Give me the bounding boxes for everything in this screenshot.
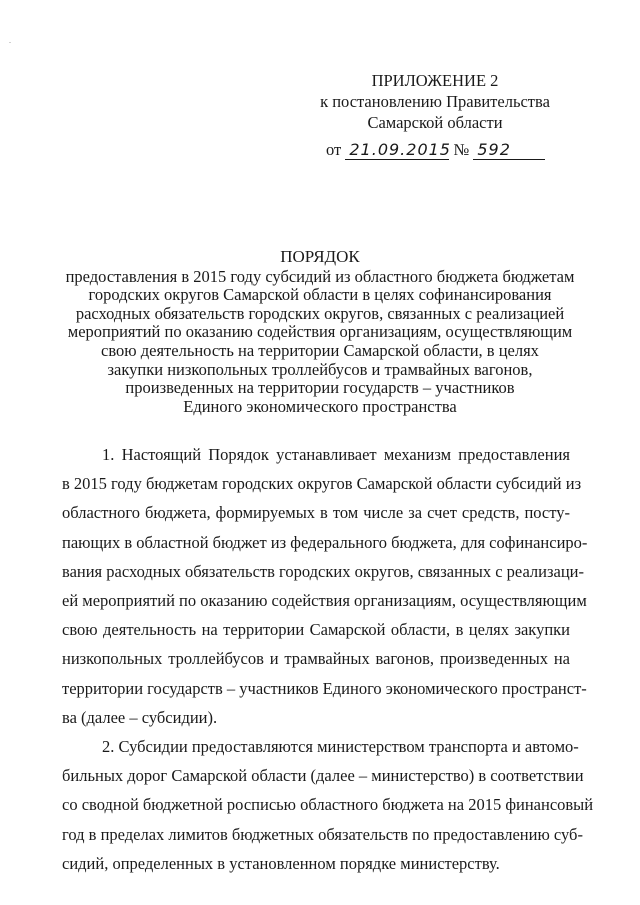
text-line: сидий, определенных в установленном порядке министерству. xyxy=(62,853,500,873)
text-line: в 2015 году бюджетам городских округов Самарской области субсидий из xyxy=(62,474,582,494)
margin-mark: . xyxy=(9,36,11,45)
text-line: территории государств – участников Единого экономического пространст- xyxy=(62,678,587,698)
text-line: областного бюджета, формируемых в том числе за счет средств, посту- xyxy=(62,503,570,523)
text-line: 1. Настоящий Порядок устанавливает механизм предоставления xyxy=(102,445,570,464)
appendix-resolution: к постановлению Правительства xyxy=(320,92,550,111)
resolution-reference xyxy=(326,140,556,160)
paragraph-1 xyxy=(62,440,588,732)
title-line: произведенных на территории государств – участников xyxy=(125,378,515,398)
text-line: 2. Субсидии предоставляются министерством транспорта и автомо- xyxy=(102,737,579,757)
document-title xyxy=(60,248,580,416)
title-line: городских округов Самарской области в целях софинансирования xyxy=(88,285,552,305)
appendix-title: ПРИЛОЖЕНИЕ 2 xyxy=(371,71,499,90)
number-label: № xyxy=(453,140,470,159)
text-line: свою деятельность на территории Самарской области, в целях закупки xyxy=(62,620,570,640)
title-line: закупки низкопольных троллейбусов и трамвайных вагонов, xyxy=(107,359,533,379)
appendix-region: Самарской области xyxy=(367,113,503,132)
title-heading: ПОРЯДОК xyxy=(280,247,360,266)
text-line: вания расходных обязательств городских округов, связанных с реализаци- xyxy=(62,561,584,581)
text-line: ва (далее – субсидии). xyxy=(62,707,218,727)
title-line: предоставления в 2015 году субсидий из областного бюджета бюджетам xyxy=(65,266,575,286)
text-line: бильных дорог Самарской области (далее – министерство) в соответствии xyxy=(62,766,584,786)
title-line: свою деятельность на территории Самарской области, в целях xyxy=(101,340,539,360)
title-line: Единого экономического пространства xyxy=(183,396,457,416)
from-label: от xyxy=(326,140,342,159)
title-line: расходных обязательств городских округов, связанных с реализацией xyxy=(75,303,565,323)
text-line: низкопольных троллейбусов и трамвайных вагонов, произведенных на xyxy=(62,649,570,669)
handwritten-date: 21.09.2015 xyxy=(345,141,449,160)
handwritten-number: 592 xyxy=(473,141,545,160)
text-line: пающих в областной бюджет из федерального бюджета, для софинансиро- xyxy=(62,532,588,552)
document-body xyxy=(62,440,594,878)
title-line: мероприятий по оказанию содействия организациям, осуществляющим xyxy=(67,322,573,342)
paragraph-2 xyxy=(62,732,594,878)
text-line: со сводной бюджетной росписью областного бюджета на 2015 финансовый xyxy=(62,795,594,815)
text-line: ей мероприятий по оказанию содействия организациям, осуществляющим xyxy=(62,591,587,611)
appendix-header xyxy=(300,70,570,133)
text-line: год в пределах лимитов бюджетных обязательств по предоставлению суб- xyxy=(62,824,583,844)
